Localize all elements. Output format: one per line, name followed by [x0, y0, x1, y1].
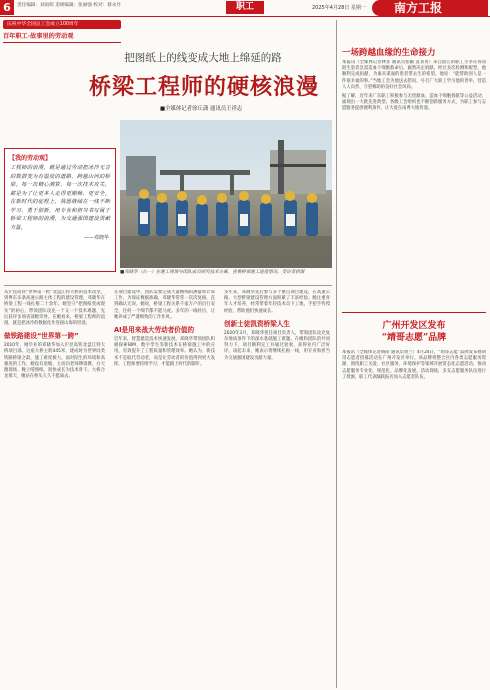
news2-body: 本报讯（全媒体记者杨阳 通讯员黄兰）4月24日，“靖哥志愿”品牌发布暨靖哥志愿者招募活动在广州开发区举行。该品牌将整合区内各类志愿服务资源，围绕职工关爱、社区服务、环境保护等领域开展常态化志愿活动，推动志愿服务专业化、规范化、品牌化发展。活动现场，多支志愿服务队伍进行了授旗，职工代表踊跃报名加入志愿者队伍。 — [342, 350, 486, 380]
sidebar-paragraph-1: 本报讯（全媒体记者林菲 通讯员张颖 袁菁菁）来自湛江的职工小李在得知陌生患者急需造血干细胞救命后，毅然决定捐献。经过多次检测和配型，他顺利完成捐献，为素未谋面的患者带去生的希望。他说：“能帮助别人是一件很幸福的事。”当地工会为他送去慰问，号召广大职工学习他的善举，营造人人向善、守望相助的良好社会风尚。 — [342, 60, 486, 90]
sidebar-divider — [336, 20, 337, 688]
article-byline: ■全媒体记者徐丘潇 通讯员王祥志 — [160, 106, 243, 112]
section-label-box — [226, 1, 264, 14]
brand-name: 南方工报 — [394, 1, 443, 15]
column-rule-top — [4, 285, 332, 286]
sidebar-body — [342, 60, 486, 308]
col3-paragraph-1: 多年来，邓晓华先后参与多个重点项目建设，在高速公路、大型桥梁建设管理方面积累了丰富经验。她注重青年人才培养，经常带着年轻技术员下工地，手把手传授经验，帮助他们快速成长。 — [224, 290, 330, 314]
col2-paragraph-2: 近年来，智慧建造技术快速发展。邓晓华带领团队积极探索BIM、数字孪生等新技术在桥梁施工中的应用，有效提升了工程质量和管理效率。她认为，新技术不是取代劳动者，而是让劳动者的价值得到更大发挥，工程师要持续学习，才能跟上时代的脚步。 — [114, 337, 215, 367]
section-label: 职工 — [235, 2, 254, 12]
anniversary-text: 庆祝中华全国总工会成立100周年 — [7, 22, 79, 27]
issue-date: 2025年4月28日 星期一 — [312, 5, 366, 11]
col1-paragraph-2: 2010年，刚毕业的邓晓华加入沪昆高铁北盘江特大桥项目部。这座大桥主跨445米，建成时为世界同类铁路桥梁之最，施工难度极大。面对陌生的环境和高强度的工作，她没有退缩，主动向老师傅请教，白天跑现场、晚上啃图纸，很快成长为技术骨干。大桥合龙那天，她站在桥头久久不愿离去。 — [4, 343, 105, 380]
body-column-2 — [114, 290, 215, 688]
sidebar-rule — [342, 312, 486, 313]
col3-subheading: 创新士徒凯资桥梁人生 — [224, 319, 290, 328]
col3-paragraph-2: 2020年3月，邓晓华担任项目负责人，带领团队攻克复杂地质条件下的深水基础施工难题。在她和团队的共同努力下，项目顺利完工并通过验收，获得业内广泛好评。谈起未来，她表示将继续扎根一线，用专业和担当为交通强国建设贡献力量。 — [224, 330, 330, 361]
col1-paragraph-1: 从沪昆高铁“世界第一跨”北盘江特大桥的技术攻坚，到粤东多条高速公路主体工程的建设管理，邓晓华在桥梁工程一线扎根二十余年。她坚守“把图纸变成现实”的初心，带领团队攻克一个又一个技术难题，先后获评多项省部级荣誉。在她看来，桥梁工程师的浪漫，就是把冰冷的数据化作连接山海的坦途。 — [4, 290, 105, 327]
photo-caption: ■邓晓华（右一）在施工现场与团队成员研究技术方案，查看桥梁施工进度情况。受访者供图 — [120, 270, 305, 275]
col2-paragraph-1: 在项目建设中，团队需要完成大量精细的测量和计算工作，为保证数据准确，邓晓华常常一次次复核，直到确认无误。她说，桥梁工程关系千家万户的出行安全，任何一个细节都不能马虎。多年的一线经历，让她养成了严谨细致的工作作风。 — [114, 290, 215, 320]
page-number: 6 — [3, 1, 11, 14]
body-column-3 — [224, 290, 330, 688]
col1-subheading: 做铁路建设“世界第一跨” — [4, 332, 79, 341]
series-tag: 百年职工·故事里的劳动观 — [3, 33, 74, 40]
body-column-1 — [4, 290, 105, 688]
brand-logo — [372, 0, 488, 16]
editor-note-text: 工程师的浪漫，就是通过劳动把冰冷无言的数据变为有温度的道路、跨越山河的桥梁。每一次精心测算、每一次技术攻关，都是为了让更多人走得更顺畅、更安全。在新时代的征程上，我愿继续在一线不断学习、勇于创新，用专业和担当书写属于桥梁工程师的浪漫，为交通强国建设贡献力量。 — [10, 165, 110, 231]
sidebar-paragraph-2: 据了解，近年来广东职工积极参与无偿献血、造血干细胞捐献等公益活动，涌现出一大批先进典型。各级工会组织也不断创新服务方式，为职工参与志愿服务提供便利条件，让大爱在南粤大地传递。 — [342, 94, 486, 112]
editor-credits: 责任编辑：刘雨萌 追规编辑：张丽强 校对：蔡永丹 — [17, 3, 121, 8]
page-number-badge — [0, 0, 14, 15]
col2-subheading: AI是用来战大劳动者价值的 — [114, 326, 195, 335]
header-rule — [0, 16, 490, 17]
article-photo — [120, 120, 332, 268]
anniversary-banner — [3, 20, 121, 29]
editor-note-title: 【我的劳动观】 — [9, 155, 52, 162]
article-title: 桥梁工程师的硬核浪漫 — [88, 74, 319, 100]
editor-note-box — [4, 148, 116, 272]
construction-site-photo — [120, 120, 332, 268]
sidebar-title: 一场跨越血缘的生命接力 — [342, 48, 436, 58]
article-subtitle: 把图纸上的线变成大地上绵延的路 — [124, 52, 282, 64]
news2-title: 广州开发区发布 “靖哥志愿”品牌 — [381, 321, 447, 343]
editor-note-signature: ——邓晓华 — [83, 235, 109, 241]
series-banner — [3, 31, 121, 43]
